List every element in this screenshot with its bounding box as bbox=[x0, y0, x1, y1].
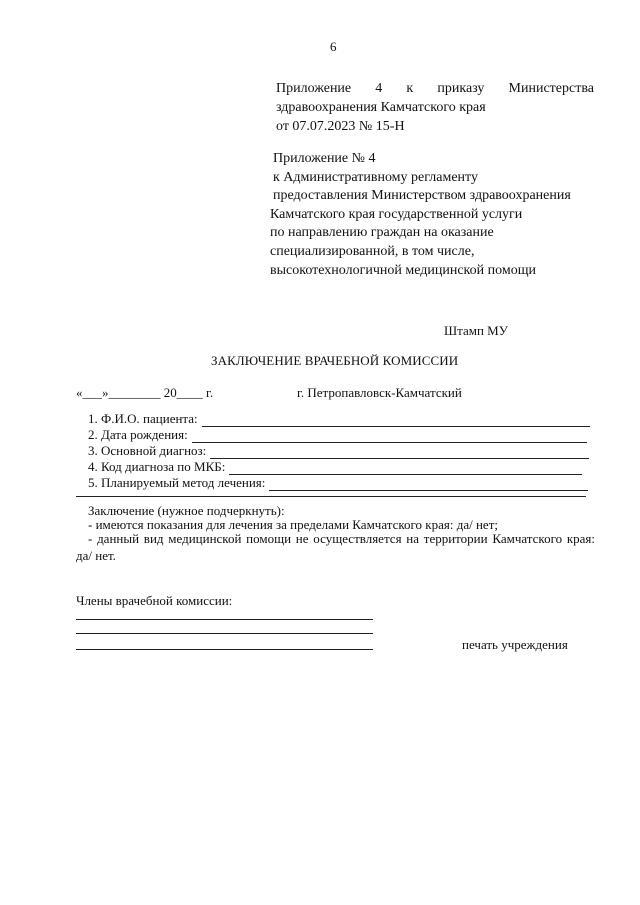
conclusion-heading: Заключение (нужное подчеркнуть): bbox=[88, 503, 285, 518]
signature-line[interactable] bbox=[76, 619, 373, 620]
signature-line[interactable] bbox=[76, 633, 373, 634]
stamp-label: Штамп МУ bbox=[444, 323, 508, 338]
conclusion-item-2: - данный вид медицинской помощи не осуществляется на территории Камчатского края: bbox=[88, 531, 595, 546]
appendix-block bbox=[270, 150, 571, 280]
field-label: 5. Планируемый метод лечения: bbox=[88, 475, 266, 490]
order-ref-word: к bbox=[406, 81, 414, 96]
separator-line bbox=[76, 496, 586, 497]
order-ref-line3: от 07.07.2023 № 15-Н bbox=[276, 119, 405, 134]
birth-date-field[interactable] bbox=[88, 426, 587, 443]
icd-code-field[interactable] bbox=[88, 458, 582, 475]
order-ref-word: приказу bbox=[437, 81, 485, 96]
date-line[interactable]: «___»________ 20____ г. bbox=[76, 385, 214, 400]
appendix-line: Камчатского края государственной услуги bbox=[270, 206, 523, 222]
commission-members-label: Члены врачебной комиссии: bbox=[76, 593, 233, 608]
conclusion-item-1: - имеются показания для лечения за пределами Камчатского края: да/ нет; bbox=[88, 517, 498, 532]
appendix-line: предоставления Министерством здравоохранения bbox=[273, 188, 571, 204]
order-ref-word: 4 bbox=[375, 81, 383, 96]
seal-label: печать учреждения bbox=[462, 637, 568, 652]
field-label: 2. Дата рождения: bbox=[88, 427, 188, 442]
signature-line[interactable] bbox=[76, 649, 373, 650]
diagnosis-field[interactable] bbox=[88, 442, 589, 459]
appendix-line: Приложение № 4 bbox=[273, 151, 376, 166]
field-label: 3. Основной диагноз: bbox=[88, 443, 207, 458]
appendix-line: высокотехнологичной медицинской помощи bbox=[270, 262, 536, 278]
document-title: ЗАКЛЮЧЕНИЕ ВРАЧЕБНОЙ КОМИССИИ bbox=[211, 353, 459, 368]
fill-line[interactable] bbox=[269, 478, 588, 491]
treatment-method-field[interactable] bbox=[88, 474, 588, 491]
field-label: 1. Ф.И.О. пациента: bbox=[88, 411, 198, 426]
order-ref-line2: здравоохранения Камчатского края bbox=[276, 100, 486, 115]
appendix-line: по направлению граждан на оказание bbox=[270, 225, 494, 241]
order-ref-word: Приложение bbox=[276, 81, 352, 96]
field-label: 4. Код диагноза по МКБ: bbox=[88, 459, 226, 474]
order-ref-word: Министерства bbox=[508, 81, 594, 96]
patient-name-field[interactable] bbox=[88, 410, 590, 427]
city-label: г. Петропавловск-Камчатский bbox=[297, 385, 462, 400]
order-reference bbox=[276, 80, 594, 137]
appendix-line: к Административному регламенту bbox=[273, 169, 478, 185]
conclusion-item-2-end: да/ нет. bbox=[76, 548, 116, 563]
page-number: 6 bbox=[330, 39, 337, 54]
order-ref-line1 bbox=[276, 80, 594, 99]
appendix-line: специализированной, в том числе, bbox=[270, 243, 475, 259]
